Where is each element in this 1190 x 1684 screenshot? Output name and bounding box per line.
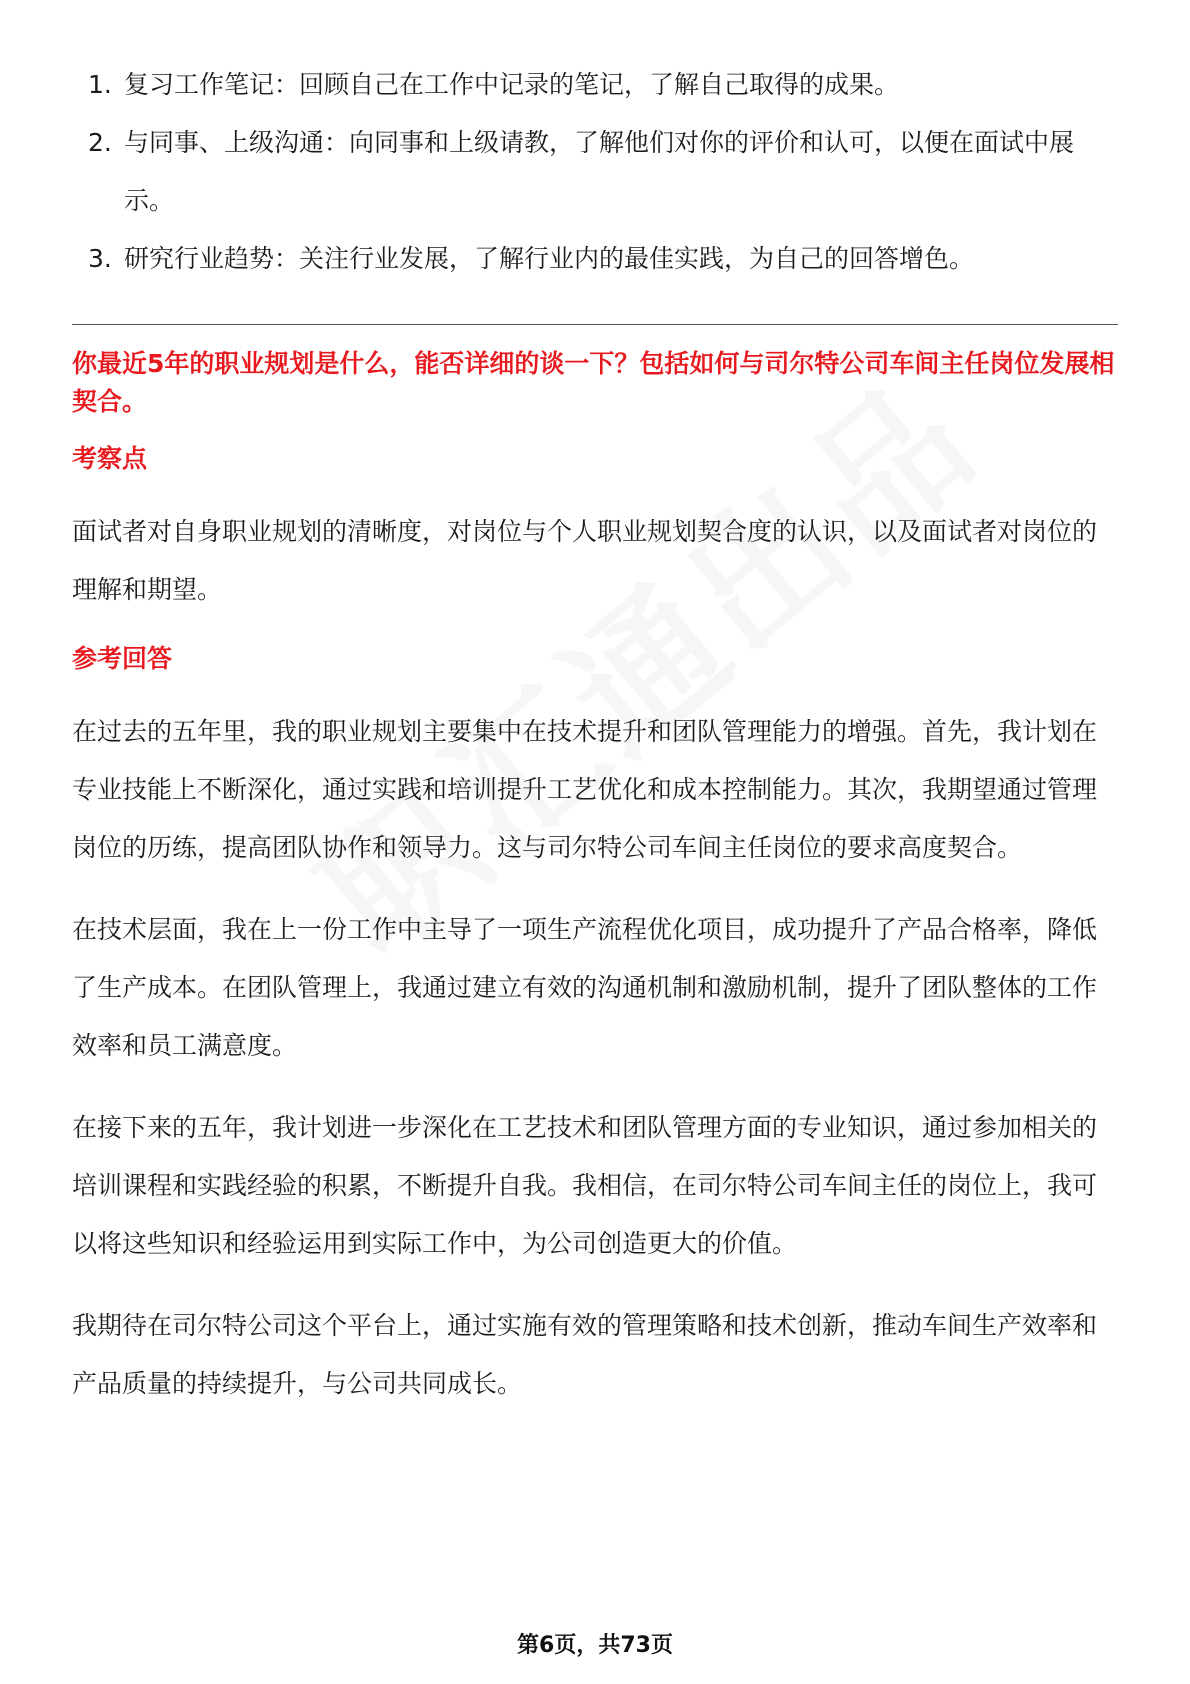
list-item-number: 1. [88, 70, 112, 99]
answer-paragraph: 在接下来的五年，我计划进一步深化在工艺技术和团队管理方面的专业知识，通过参加相关的培训课程和实践经验的积累，不断提升自我。我相信，在司尔特公司车间主任的岗位上，我可以将这些知识和经验运用到实际工作中，为公司创造更大的价值。 [72, 1113, 1098, 1258]
interview-question: 你最近5年的职业规划是什么，能否详细的谈一下？包括如何与司尔特公司车间主任岗位发展相契合。 [72, 349, 1115, 416]
prep-list [72, 56, 1118, 288]
list-item-number: 3. [88, 244, 112, 273]
list-item-text: 复习工作笔记：回顾自己在工作中记录的笔记，了解自己取得的成果。 [124, 70, 900, 99]
page-content [72, 56, 1118, 1413]
list-item-number: 2. [88, 128, 112, 157]
answer-paragraph: 我期待在司尔特公司这个平台上，通过实施有效的管理策略和技术创新，推动车间生产效率和产品质量的持续提升，与公司共同成长。 [72, 1311, 1098, 1398]
list-item [88, 56, 1118, 114]
exam-points-heading: 考察点 [72, 444, 148, 473]
exam-points-text: 面试者对自身职业规划的清晰度，对岗位与个人职业规划契合度的认识，以及面试者对岗位的理解和期望。 [72, 517, 1098, 604]
reference-answer-heading: 参考回答 [72, 644, 173, 673]
list-item-text: 与同事、上级沟通：向同事和上级请教，了解他们对你的评价和认可，以便在面试中展示。 [124, 128, 1075, 215]
answer-paragraph: 在技术层面，我在上一份工作中主导了一项生产流程优化项目，成功提升了产品合格率，降低了生产成本。在团队管理上，我通过建立有效的沟通机制和激励机制，提升了团队整体的工作效率和员工满意度。 [72, 915, 1098, 1060]
page-number-footer: 第6页，共73页 [517, 1633, 673, 1658]
list-item-text: 研究行业趋势：关注行业发展，了解行业内的最佳实践，为自己的回答增色。 [124, 244, 975, 273]
section-divider [72, 324, 1118, 325]
list-item [88, 114, 1118, 230]
list-item [88, 230, 1118, 288]
answer-paragraph: 在过去的五年里，我的职业规划主要集中在技术提升和团队管理能力的增强。首先，我计划在专业技能上不断深化，通过实践和培训提升工艺优化和成本控制能力。其次，我期望通过管理岗位的历练，提高团队协作和领导力。这与司尔特公司车间主任岗位的要求高度契合。 [72, 717, 1098, 862]
